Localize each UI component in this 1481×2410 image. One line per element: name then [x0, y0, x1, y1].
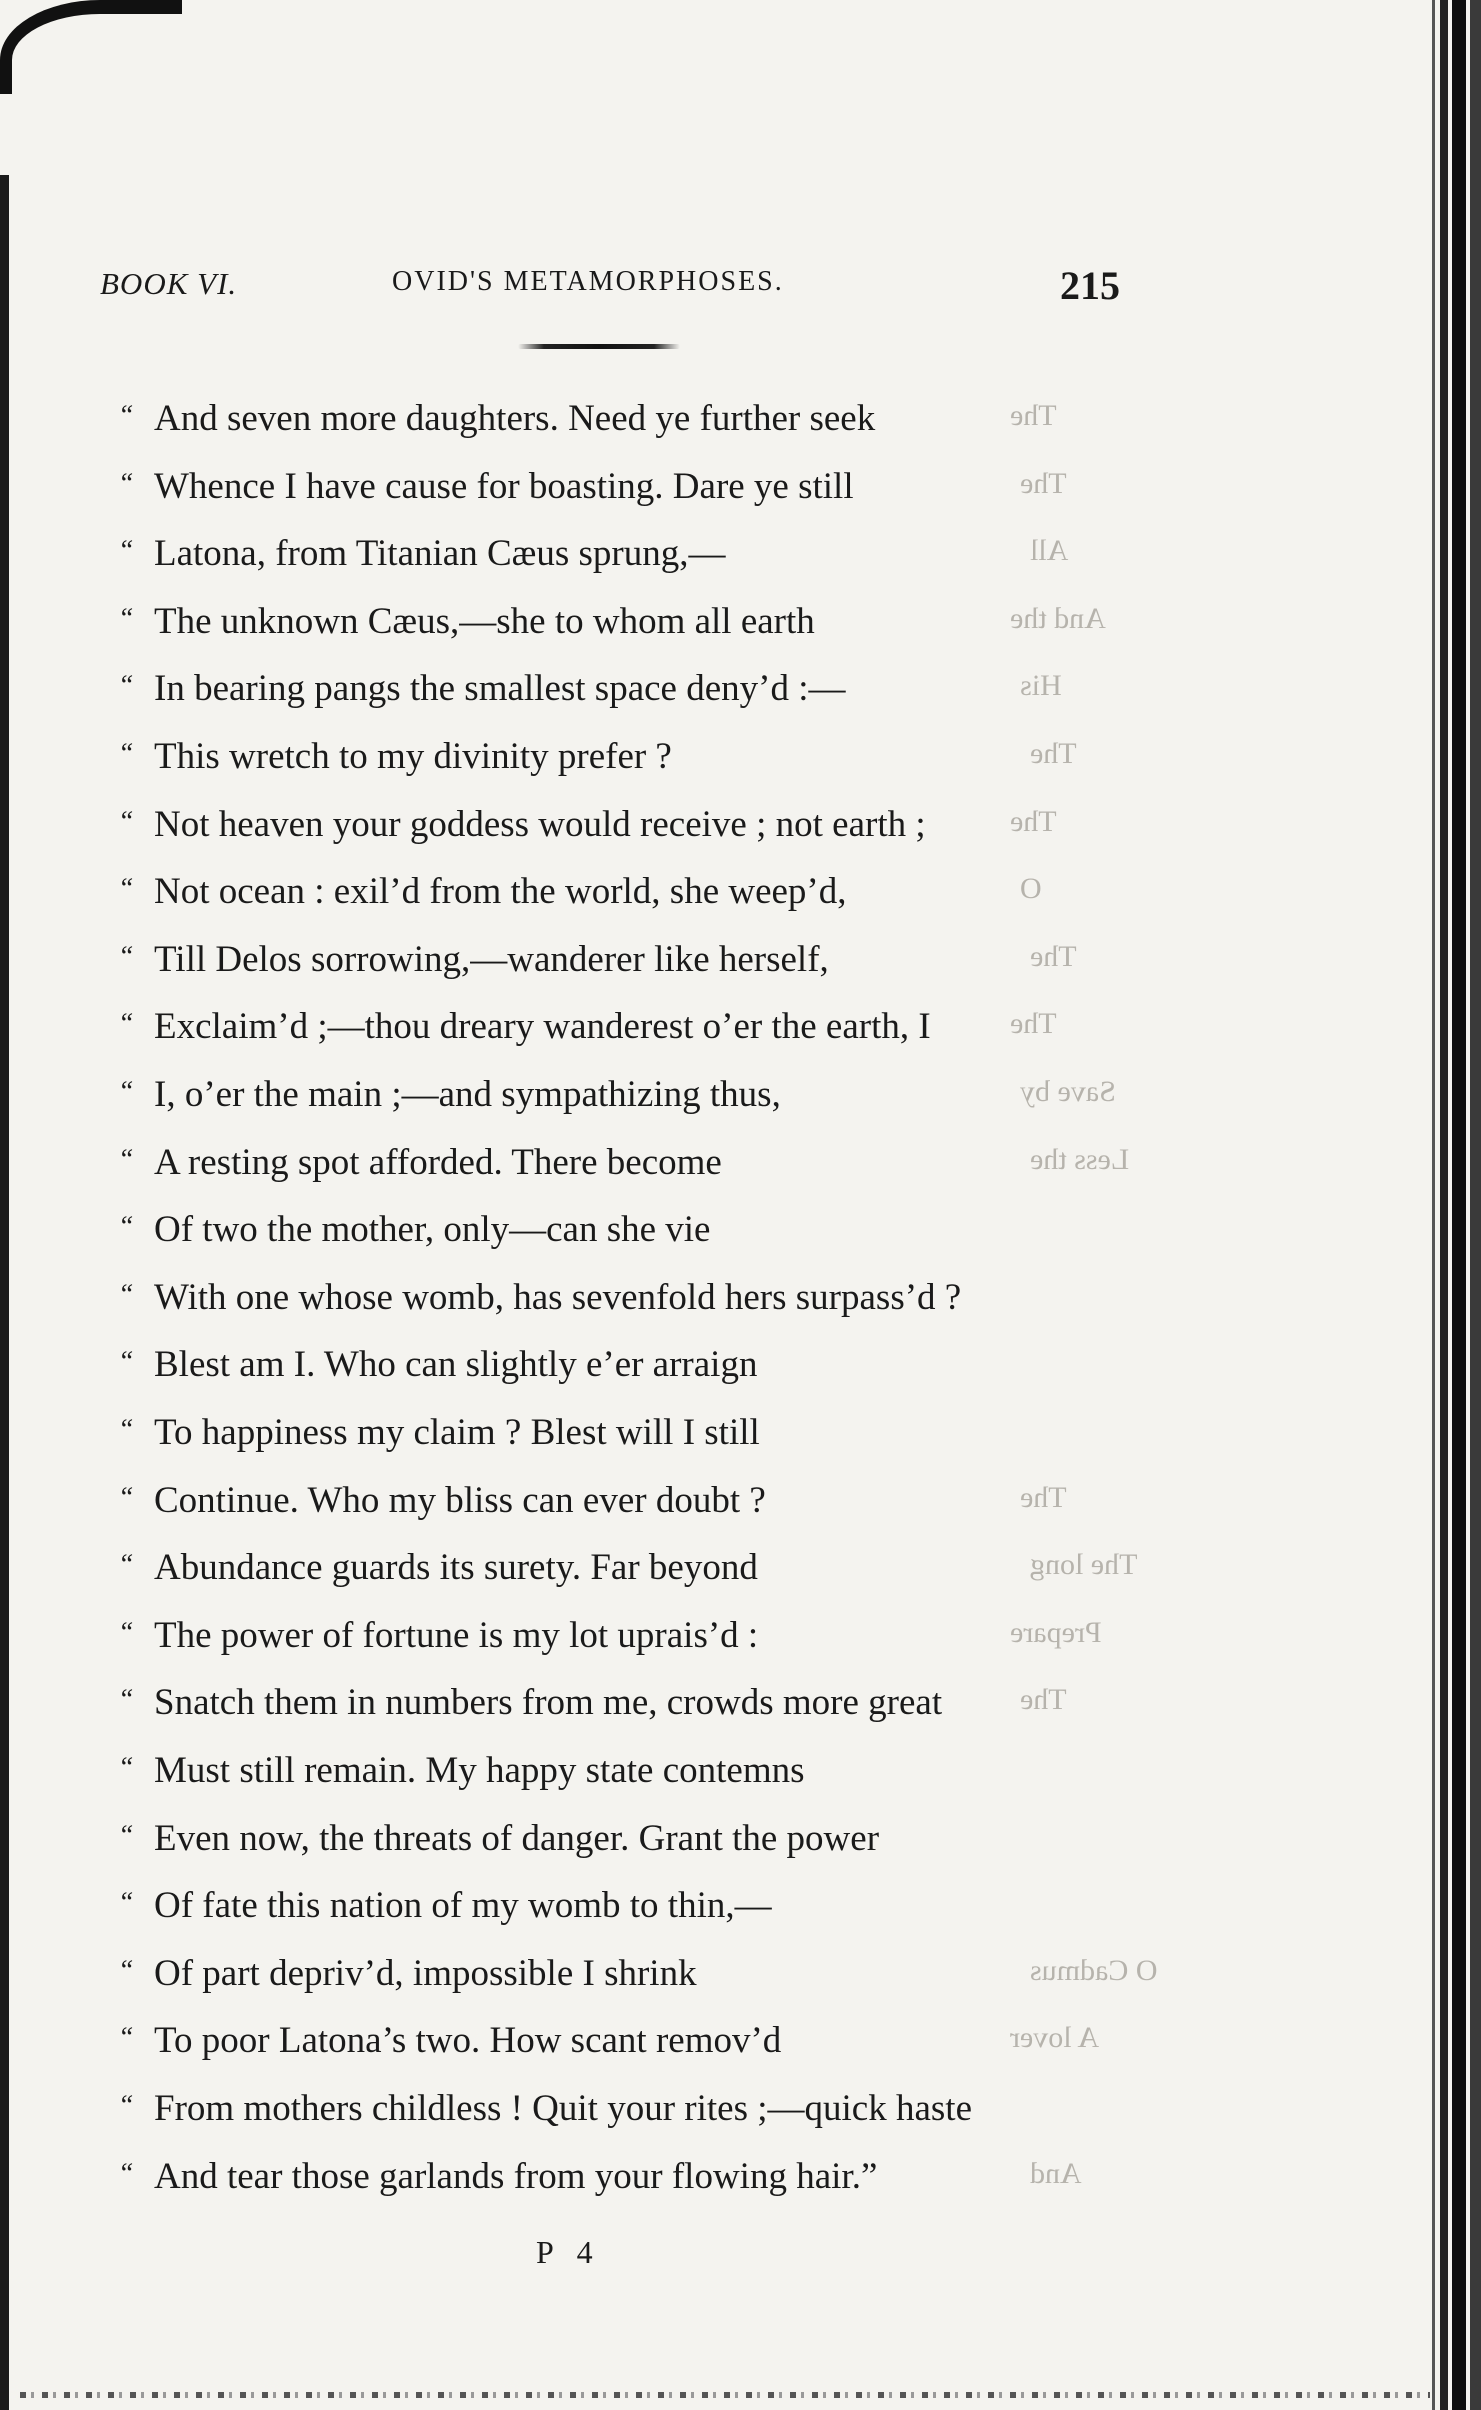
bleed-through-text: The: [1020, 467, 1067, 500]
bleed-through-text: The: [1010, 399, 1057, 432]
verse-text: Till Delos sorrowing,—wanderer like herself,: [154, 939, 829, 980]
bleed-through-text: The: [1020, 1683, 1067, 1716]
scan-corner-mark: [0, 0, 182, 94]
bleed-through-text: And the: [1010, 602, 1106, 635]
opening-quote: “: [118, 1008, 134, 1039]
verse-line: [118, 1744, 1118, 1792]
verse-text: Latona, from Titanian Cæus sprung,—: [154, 533, 726, 574]
verse-text: This wretch to my divinity prefer ?: [154, 736, 672, 777]
verse-text: Abundance guards its surety. Far beyond: [154, 1547, 758, 1588]
bleed-through-text: And: [1030, 2157, 1082, 2190]
verse-line: [118, 1609, 1118, 1657]
running-title: OVID'S METAMORPHOSES.: [392, 266, 784, 297]
binding-gutter: [1470, 0, 1481, 2410]
page-number: 215: [1060, 263, 1120, 308]
verse-text: Of fate this nation of my womb to thin,—: [154, 1885, 772, 1926]
verse-line: [118, 2150, 1118, 2198]
verse-text: And tear those garlands from your flowing hair.”: [154, 2156, 878, 2197]
verse-line: [118, 1541, 1118, 1589]
opening-quote: “: [118, 468, 134, 499]
opening-quote: “: [118, 1144, 134, 1175]
running-head: [100, 262, 1120, 308]
opening-quote: “: [118, 806, 134, 837]
opening-quote: “: [118, 941, 134, 972]
verse-line: [118, 1406, 1118, 1454]
verse-text: Of part depriv’d, impossible I shrink: [154, 1953, 697, 1994]
verse-text: And seven more daughters. Need ye further seek: [154, 398, 876, 439]
opening-quote: “: [118, 670, 134, 701]
opening-quote: “: [118, 1684, 134, 1715]
verse-line: [118, 1068, 1118, 1116]
verse-line: [118, 1474, 1118, 1522]
opening-quote: “: [118, 2022, 134, 2053]
verse-line: [118, 730, 1118, 778]
opening-quote: “: [118, 1549, 134, 1580]
verse-text: Must still remain. My happy state contemns: [154, 1750, 805, 1791]
bleed-through-text: O: [1020, 872, 1042, 905]
verse-line: [118, 2082, 1118, 2130]
bleed-through-text: O Cadmus: [1030, 1954, 1158, 1987]
verse-text: Exclaim’d ;—thou dreary wanderest o’er the earth, I: [154, 1006, 931, 1047]
verse-line: [118, 460, 1118, 508]
verse-text: A resting spot afforded. There become: [154, 1142, 722, 1183]
verse-text: Not ocean : exil’d from the world, she weep’d,: [154, 871, 847, 912]
verse-line: [118, 2014, 1118, 2062]
binding-gutter: [1452, 0, 1466, 2410]
opening-quote: “: [118, 2090, 134, 2121]
opening-quote: “: [118, 1820, 134, 1851]
bleed-through-text: All: [1030, 534, 1069, 567]
verse-line: [118, 1879, 1118, 1927]
verse-line: [118, 798, 1118, 846]
opening-quote: “: [118, 603, 134, 634]
verse-text: To happiness my claim ? Blest will I still: [154, 1412, 760, 1453]
bleed-through-text: A lover: [1010, 2021, 1100, 2054]
verse-line: [118, 527, 1118, 575]
verse-text: From mothers childless ! Quit your rites ;—quick haste: [154, 2088, 972, 2129]
book-label: BOOK VI.: [100, 266, 238, 301]
verse-line: [118, 1271, 1118, 1319]
verse-line: [118, 865, 1118, 913]
verse-line: [118, 1203, 1118, 1251]
verse-line: [118, 1136, 1118, 1184]
verse-line: [118, 1676, 1118, 1724]
scan-bottom-edge: [20, 2392, 1430, 2398]
opening-quote: “: [118, 1482, 134, 1513]
verse-text: Snatch them in numbers from me, crowds more great: [154, 1682, 943, 1723]
verse-text: In bearing pangs the smallest space deny’d :—: [154, 668, 846, 709]
verse-line: [118, 1000, 1118, 1048]
bleed-through-text: The: [1020, 1481, 1067, 1514]
opening-quote: “: [118, 873, 134, 904]
bleed-through-text: Prepare: [1010, 1616, 1102, 1649]
opening-quote: “: [118, 1887, 134, 1918]
verse-text: Of two the mother, only—can she vie: [154, 1209, 711, 1250]
verse-line: [118, 392, 1118, 440]
opening-quote: “: [118, 1211, 134, 1242]
opening-quote: “: [118, 1752, 134, 1783]
printer-signature: P 4: [536, 2234, 601, 2270]
verse-text: Even now, the threats of danger. Grant the power: [154, 1818, 880, 1859]
header-rule: [518, 344, 680, 349]
opening-quote: “: [118, 1617, 134, 1648]
verse-text: With one whose womb, has sevenfold hers surpass’d ?: [154, 1277, 962, 1318]
bleed-through-text: The long: [1030, 1548, 1138, 1581]
opening-quote: “: [118, 535, 134, 566]
opening-quote: “: [118, 400, 134, 431]
opening-quote: “: [118, 1076, 134, 1107]
opening-quote: “: [118, 1414, 134, 1445]
bleed-through-text: Save by: [1020, 1075, 1116, 1108]
bleed-through-text: The: [1010, 805, 1057, 838]
bleed-through-text: The: [1010, 1007, 1057, 1040]
verse-text: The unknown Cæus,—she to whom all earth: [154, 601, 815, 642]
opening-quote: “: [118, 1346, 134, 1377]
verse-text: The power of fortune is my lot uprais’d :: [154, 1615, 759, 1656]
verse-text: Whence I have cause for boasting. Dare ye still: [154, 466, 854, 507]
verse-line: [118, 662, 1118, 710]
opening-quote: “: [118, 2158, 134, 2189]
verse-text: Continue. Who my bliss can ever doubt ?: [154, 1480, 766, 1521]
bleed-through-text: His: [1020, 669, 1062, 702]
binding-gutter: [1432, 0, 1435, 2410]
verse-line: [118, 1338, 1118, 1386]
verse-line: [118, 1812, 1118, 1860]
verse-text: Blest am I. Who can slightly e’er arraign: [154, 1344, 758, 1385]
binding-gutter: [1440, 0, 1448, 2410]
bleed-through-text: The: [1030, 737, 1077, 770]
scan-left-edge: [0, 175, 9, 2410]
verse-text: Not heaven your goddess would receive ; not earth ;: [154, 804, 926, 845]
bleed-through-text: Less the: [1030, 1143, 1130, 1176]
verse-line: [118, 595, 1118, 643]
opening-quote: “: [118, 1279, 134, 1310]
verse-line: [118, 1947, 1118, 1995]
verse-line: [118, 933, 1118, 981]
opening-quote: “: [118, 1955, 134, 1986]
bleed-through-text: The: [1030, 940, 1077, 973]
opening-quote: “: [118, 738, 134, 769]
verse-text: To poor Latona’s two. How scant remov’d: [154, 2020, 782, 2061]
verse-text: I, o’er the main ;—and sympathizing thus,: [154, 1074, 781, 1115]
